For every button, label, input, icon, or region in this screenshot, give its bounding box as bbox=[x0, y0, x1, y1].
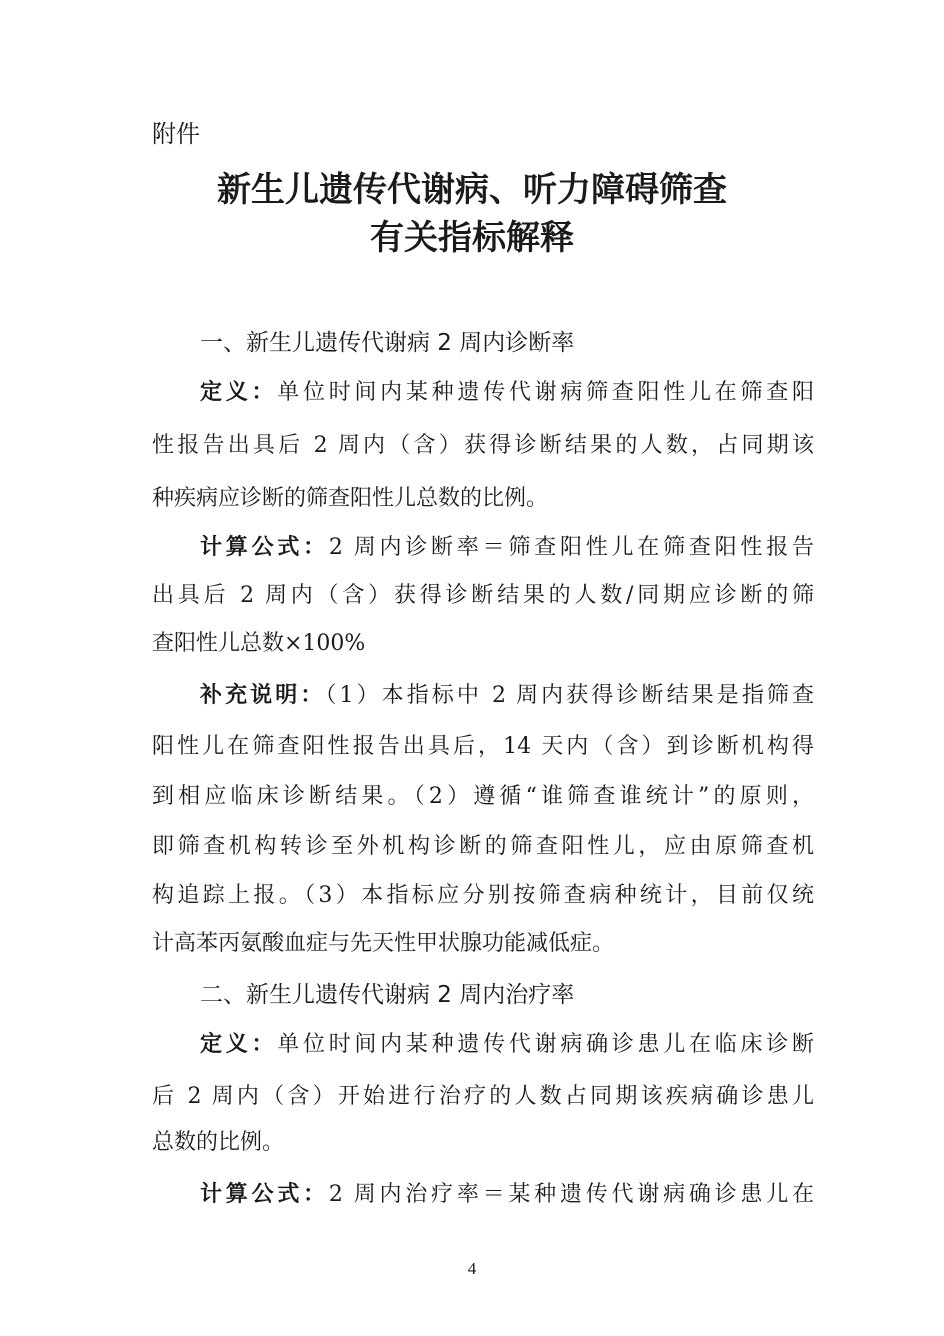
section-1-notes-line-4: 即筛查机构转诊至外机构诊断的筛查阳性儿，应由原筛查机 bbox=[152, 834, 814, 859]
definition-label: 定义： bbox=[200, 1032, 278, 1057]
section-1-definition-line-2: 性报告出具后 2 周内（含）获得诊断结果的人数，占同期该 bbox=[152, 433, 814, 458]
section-1-definition-line-1 bbox=[200, 378, 814, 408]
document-title-line-2: 有关指标解释 bbox=[370, 218, 574, 258]
definition-label: 定义： bbox=[200, 380, 278, 405]
section-2-formula-line-1 bbox=[200, 1180, 814, 1210]
section-2-definition-line-2: 后 2 周内（含）开始进行治疗的人数占同期该疾病确诊患儿 bbox=[152, 1084, 814, 1109]
definition-text: 单位时间内某种遗传代谢病确诊患儿在临床诊断 bbox=[277, 1032, 814, 1057]
notes-label: 补充说明： bbox=[200, 683, 326, 708]
section-1-notes-line-6: 计高苯丙氨酸血症与先天性甲状腺功能减低症。 bbox=[152, 931, 615, 956]
document-title-line-1: 新生儿遗传代谢病、听力障碍筛查 bbox=[217, 170, 727, 210]
section-1-definition-line-3: 种疾病应诊断的筛查阳性儿总数的比例。 bbox=[152, 486, 549, 511]
section-1-notes-line-2: 阳性儿在筛查阳性报告出具后，14 天内（含）到诊断机构得 bbox=[152, 734, 814, 759]
section-2-definition-line-1 bbox=[200, 1030, 814, 1060]
formula-text: 2 周内诊断率＝筛查阳性儿在筛查阳性报告 bbox=[328, 535, 814, 560]
section-1-heading: 一、新生儿遗传代谢病 2 周内诊断率 bbox=[200, 330, 575, 356]
formula-label: 计算公式： bbox=[200, 1182, 329, 1207]
definition-text: 单位时间内某种遗传代谢病筛查阳性儿在筛查阳 bbox=[277, 380, 814, 405]
section-1-notes-line-1 bbox=[200, 681, 814, 711]
section-1-formula-line-3: 查阳性儿总数×100% bbox=[152, 631, 366, 656]
section-2-definition-line-3: 总数的比例。 bbox=[152, 1130, 285, 1155]
notes-text: （1）本指标中 2 周内获得诊断结果是指筛查 bbox=[325, 683, 814, 708]
section-1-formula-line-1 bbox=[200, 533, 814, 563]
formula-label: 计算公式： bbox=[200, 535, 329, 560]
section-1-notes-line-3: 到相应临床诊断结果。（2）遵循“谁筛查谁统计”的原则， bbox=[152, 784, 814, 809]
attachment-label: 附件 bbox=[152, 120, 200, 148]
page-number: 4 bbox=[467, 1259, 477, 1278]
section-1-formula-line-2: 出具后 2 周内（含）获得诊断结果的人数/同期应诊断的筛 bbox=[152, 583, 814, 608]
section-1-notes-line-5: 构追踪上报。（3）本指标应分别按筛查病种统计，目前仅统 bbox=[152, 883, 814, 908]
formula-text: 2 周内治疗率＝某种遗传代谢病确诊患儿在 bbox=[328, 1182, 814, 1207]
section-2-heading: 二、新生儿遗传代谢病 2 周内治疗率 bbox=[200, 982, 575, 1008]
